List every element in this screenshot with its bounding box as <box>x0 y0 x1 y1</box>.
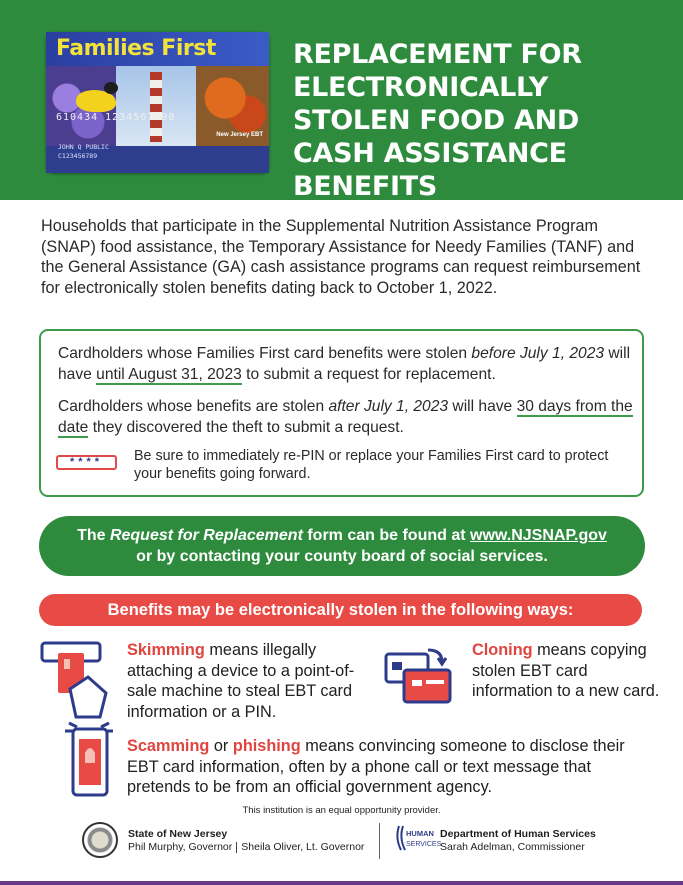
human-services-logo <box>393 822 442 854</box>
dhs-credits: Department of Human Services Sarah Adelman, Commissioner <box>440 828 596 853</box>
svg-text:HUMAN: HUMAN <box>406 829 434 838</box>
card-state-label: New Jersey EBT <box>216 132 263 138</box>
phone-scam-icon <box>63 717 119 799</box>
card-brand: Families First <box>56 36 216 61</box>
state-credits: State of New Jersey Phil Murphy, Governor Sheila Oliver, Lt. Governor <box>128 828 365 853</box>
skimming-description: Skimming means illegally attaching a device to a point-of-sale machine to steal EBT card information or a PIN. <box>127 641 355 721</box>
deadline-after: Cardholders whose benefits are stolen after July 1, 2023 will have 30 days from the date they discovered the theft to submit a request. <box>58 398 633 436</box>
form-notice-banner: The Request for Replacement form can be found at www.NJSNAP.gov or by contacting your county board of social services. <box>39 516 645 576</box>
footer-divider <box>379 823 380 859</box>
njsnap-link[interactable]: www.NJSNAP.gov <box>470 527 607 544</box>
page-title: REPLACEMENT FOR ELECTRONICALLY STOLEN FOOD AND CASH ASSISTANCE BENEFITS <box>293 39 582 202</box>
pin-icon: **** <box>56 455 117 470</box>
scamming-description: Scamming or phishing means convincing someone to disclose their EBT card information, often by a phone call or text message that pretends to be from an official government agency. <box>127 737 625 796</box>
ways-header: Benefits may be electronically stolen in the following ways: <box>39 594 642 626</box>
bottom-rule <box>0 881 683 885</box>
repin-advice: Be sure to immediately re-PIN or replace your Families First card to protect your benefits going forward. <box>134 448 609 482</box>
cloning-icon <box>384 646 456 706</box>
skimming-icon <box>40 641 112 719</box>
deadline-before: Cardholders whose Families First card benefits were stolen before July 1, 2023 will have until August 31, 2023 to submit a request for replacement. <box>58 345 631 383</box>
ebt-card-image <box>46 32 269 173</box>
cloning-description: Cloning means copying stolen EBT card information to a new card. <box>472 641 660 700</box>
intro-paragraph: Households that participate in the Supplemental Nutrition Assistance Program (SNAP) food assistance, the Temporary Assistance for Needy Families (TANF) and the General Assistance (GA) cash assistance programs can request reimbursement for electronically stolen benefits dating back to October 1, 2022. <box>41 217 641 297</box>
deadline-box <box>39 329 644 497</box>
header-banner <box>0 0 683 200</box>
svg-text:SERVICES: SERVICES <box>406 841 442 848</box>
nj-state-seal <box>82 822 118 858</box>
card-holder: JOHN Q PUBLIC C123456789 <box>58 143 109 160</box>
card-number: 610434 1234567890 <box>56 112 176 123</box>
equal-opportunity-statement: This institution is an equal opportunity provider. <box>242 805 441 816</box>
